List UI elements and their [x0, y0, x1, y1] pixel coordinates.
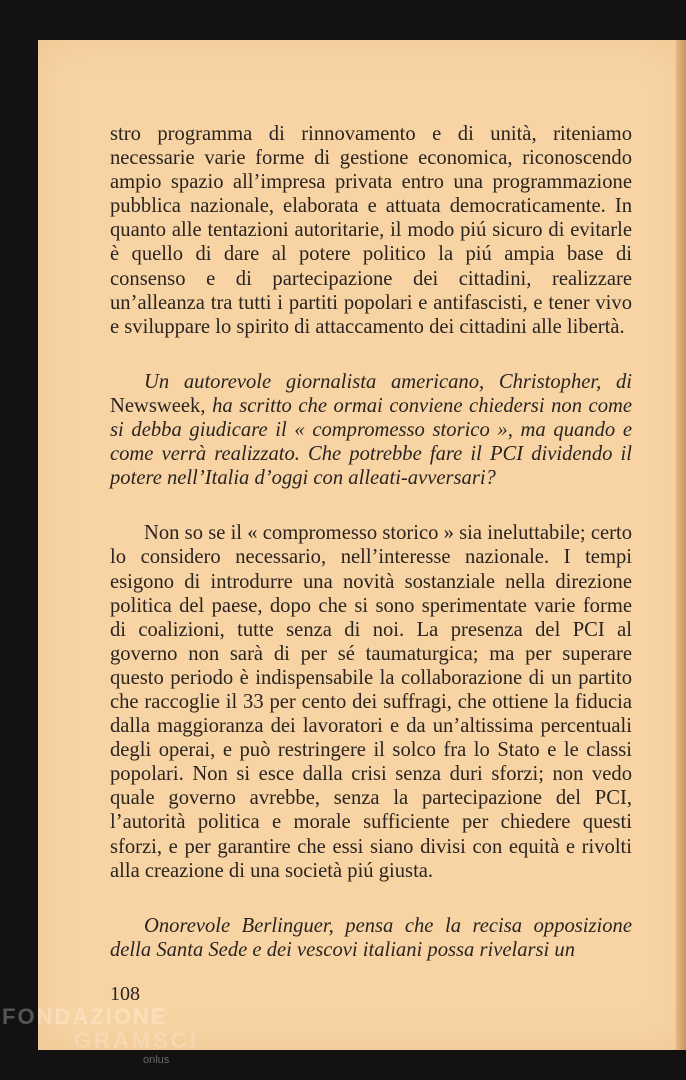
paragraph-question	[110, 370, 632, 490]
page-number: 108	[110, 983, 140, 1005]
watermark-logo: FONDAZIONE	[2, 1004, 168, 1029]
magazine-name: Newsweek	[110, 394, 201, 417]
paragraph-answer: Non so se il « compromesso storico » sia ineluttabile; certo lo considero necessario, nell’interesse nazionale. I tempi esigono di introdurre una novità sostanziale nella direzione politica del paese, dopo che si sono sperimentate varie forme di coalizioni, tutte senza di noi. La presenza del PCI al governo non sarà di per sé taumaturgica; ma per superare questo periodo è indispensabile la collaborazione di un partito che raccoglie il 33 per cento dei suffragi, che ottiene la fiducia dalla maggioranza dei lavoratori e da un’altissima percentuali degli operai, e può restringere il solco fra lo Stato e le classi popolari. Non si esce dalla crisi senza duri sforzi; non vedo quale governo avrebbe, senza la partecipazione del PCI, l’autorità politica e morale sufficiente per chiedere questi sforzi, e per garantire che essi siano divisi con equità e rivolti alla creazione di una società piú giusta.	[110, 522, 632, 882]
page-edge	[676, 40, 686, 1050]
watermark-logo-3: onlus	[143, 1054, 170, 1066]
question-text-b: , ha scritto che ormai conviene chiedersi non come si debba giudicare il « compromesso storico », ma quando e come verrà realizzato. Che potrebbe fare il PCI dividendo il potere nell’Italia d’oggi con alleati-avversari?	[110, 394, 632, 490]
page-text	[110, 122, 632, 962]
question-text-a: Un autorevole giornalista americano, Christopher, di	[144, 370, 632, 393]
watermark-logo-2: GRAMSCI	[74, 1028, 199, 1053]
paragraph-question-2: Onorevole Berlinguer, pensa che la recisa opposizione della Santa Sede e dei vescovi italiani possa rivelarsi un	[110, 914, 632, 961]
paragraph-answer-continued: stro programma di rinnovamento e di unità, riteniamo necessarie varie forme di gestione economica, riconoscendo ampio spazio all’impresa privata entro una programmazione pubblica nazionale, elaborata e attuata democraticamente. In quanto alle tentazioni autoritarie, il modo piú sicuro di evitarle è quello di dare al potere politico la piú ampia base di consenso e di partecipazione dei cittadini, realizzare un’alleanza tra tutti i partiti popolari e antifascisti, e tener vivo e sviluppare lo spirito di attaccamento dei cittadini alle libertà.	[110, 123, 632, 338]
